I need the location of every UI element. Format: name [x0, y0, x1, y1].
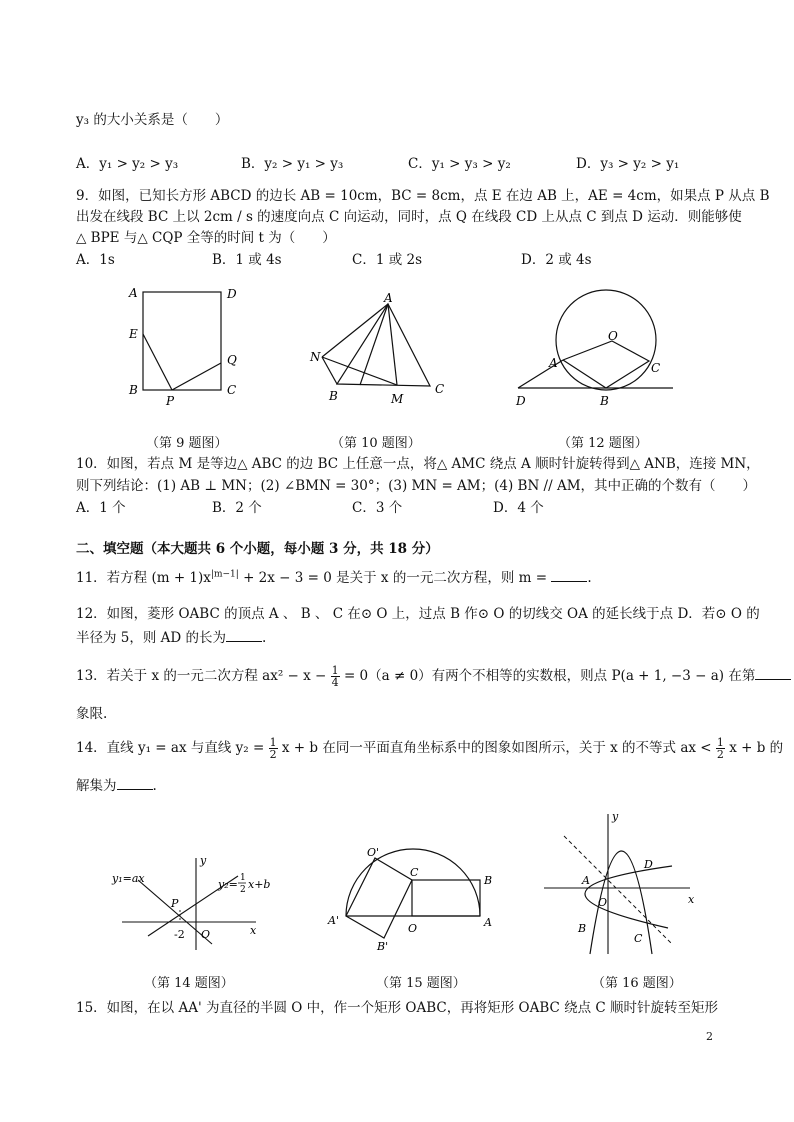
label-b: B [578, 922, 587, 935]
label-o: O [201, 928, 211, 941]
caption-fig9: （第 9 题图） [146, 436, 228, 451]
q13-mid: = 0（a ≠ 0）有两个不相等的实数根，则点 P(a + 1, −3 − a) 在第 [343, 668, 756, 684]
q12-line1: 12．如图，菱形 OABC 的顶点 A 、 B 、 C 在⊙ O 上，过点 B 作⊙ O 的切线交 OA 的延长线于点 D．若⊙ O 的 [76, 606, 760, 622]
label-d: D [644, 858, 653, 871]
q14-line2 [76, 774, 157, 794]
q13-fraction [331, 665, 340, 688]
label-o: O [598, 896, 608, 909]
label-y1: y₁=ax [112, 872, 145, 885]
label-b: B [600, 394, 609, 408]
segment-pq [172, 363, 221, 390]
label-p: P [171, 897, 179, 910]
figure-16 [540, 808, 700, 958]
q11-pre: 11．若方程 (m + 1)x [76, 570, 211, 586]
rect-rotated [346, 858, 412, 938]
label-p: P [166, 394, 175, 408]
q14-frac2-den: 2 [716, 748, 724, 761]
segment-nm [322, 357, 397, 385]
segment-nb [322, 357, 337, 384]
q8-tail: y₃ 的大小关系是（ ） [76, 112, 229, 128]
label-a: A [384, 291, 393, 305]
segment-ep [143, 334, 172, 390]
q9-line2: 出发在线段 BC 上以 2cm / s 的速度向点 C 向运动，同时，点 Q 在线段 CD 上从点 C 到点 D 运动．则能够使 [76, 209, 742, 225]
q14-pre: 14．直线 y₁ = ax 与直线 y₂ = [76, 740, 265, 756]
label-b: B [329, 389, 338, 403]
figure-10 [302, 290, 462, 410]
q14-end: x + b 的 [729, 740, 784, 756]
label-y2-tail: x+b [248, 878, 271, 891]
label-c: C [227, 383, 237, 397]
label-y: y [612, 810, 619, 823]
label-b1: B' [377, 940, 389, 953]
q8-option-d: D．y₃ > y₂ > y₁ [576, 156, 680, 172]
label-n: N [310, 350, 321, 364]
label-q: Q [227, 353, 237, 367]
q12-line2-pre: 半径为 5，则 AD 的长为 [76, 630, 227, 646]
q13-frac-num: 1 [331, 664, 339, 677]
section-2-heading: 二、填空题（本大题共 6 个小题，每小题 3 分，共 18 分） [76, 541, 439, 557]
q8-option-a: A．y₁ > y₂ > y₃ [76, 156, 179, 172]
segment-inner [360, 304, 388, 385]
q11 [76, 566, 592, 586]
q15-line1: 15．如图，在以 AA' 为直径的半圆 O 中，作一个矩形 OABC，再将矩形 OABC 绕点 C 顺时针旋转至矩形 [76, 1000, 719, 1016]
q12-line2-post: . [262, 630, 267, 646]
caption-fig16: （第 16 题图） [592, 976, 682, 991]
label-a: A [582, 874, 590, 887]
label-c: C [410, 866, 419, 879]
q10-line2: 则下列结论：(1) AB ⊥ MN；(2) ∠BMN = 30°；(3) MN = AM；(4) BN // AM，其中正确的个数有（ ） [76, 478, 757, 494]
rect-oabc [412, 880, 480, 916]
label-c: C [634, 932, 643, 945]
q11-post: + 2x − 3 = 0 是关于 x 的一元二次方程，则 m = [238, 570, 548, 586]
label-o: O [408, 922, 418, 935]
label-o1: O' [367, 846, 380, 859]
label-y2-den: 2 [240, 885, 246, 895]
label-x: x [688, 893, 695, 906]
q12-line2 [76, 626, 266, 646]
figure-15 [322, 840, 502, 955]
q10-option-d: D．4 个 [493, 500, 544, 516]
q13-line2: 象限. [76, 706, 108, 722]
q14-answer-blank[interactable] [117, 777, 153, 790]
q13-answer-blank[interactable] [755, 667, 791, 680]
q9-line3: △ BPE 与△ CQP 全等的时间 t 为（ ） [76, 230, 336, 246]
q13-frac-den: 4 [331, 676, 339, 689]
q14-mid: x + b 在同一平面直角坐标系中的图象如图所示，关于 x 的不等式 ax < [281, 740, 712, 756]
q10-option-b: B．2 个 [212, 500, 262, 516]
page-number: 2 [706, 1030, 713, 1043]
q12-answer-blank[interactable] [226, 629, 262, 642]
label-c: C [435, 382, 445, 396]
q11-end: . [587, 570, 592, 586]
q14-line2-pre: 解集为 [76, 778, 117, 794]
label-o: O [608, 329, 618, 343]
label-y: y [200, 854, 207, 867]
q9-option-a: A．1s [76, 252, 115, 268]
label-c: C [651, 361, 661, 375]
q9-line1: 9．如图，已知长方形 ABCD 的边长 AB = 10cm，BC = 8cm，点 E 在边 AB 上，AE = 4cm，如果点 P 从点 B [76, 188, 770, 204]
label-a: A [129, 286, 138, 300]
q10-option-c: C．3 个 [352, 500, 403, 516]
label-a1: A' [328, 914, 339, 927]
label-b: B [129, 383, 138, 397]
q14-frac2-num: 1 [716, 736, 724, 749]
caption-fig15: （第 15 题图） [376, 976, 466, 991]
q9-option-d: D．2 或 4s [521, 252, 592, 268]
q11-exponent: |m−1| [210, 569, 239, 580]
label-d: D [227, 287, 237, 301]
rhombus-oabc [563, 341, 649, 388]
semicircle-o [346, 849, 480, 916]
rect-abcd [143, 292, 221, 390]
q14-frac1-num: 1 [269, 736, 277, 749]
q10-line1: 10．如图，若点 M 是等边△ ABC 的边 BC 上任意一点，将△ AMC 绕点 A 顺时针旋转得到△ ANB，连接 MN， [76, 456, 760, 472]
q9-option-b: B．1 或 4s [212, 252, 282, 268]
segment-am [388, 304, 397, 385]
q8-option-c: C．y₁ > y₃ > y₂ [408, 156, 511, 172]
label-m: M [391, 392, 404, 406]
q13-pre: 13．若关于 x 的一元二次方程 ax² − x − [76, 668, 327, 684]
label-e: E [129, 327, 138, 341]
segment-an [322, 304, 388, 357]
q14-frac1-den: 2 [269, 748, 277, 761]
q14-line2-post: . [152, 778, 157, 794]
caption-fig10: （第 10 题图） [331, 436, 421, 451]
q13-line1 [76, 664, 791, 688]
q10-option-a: A．1 个 [76, 500, 126, 516]
label-x: x [250, 924, 257, 937]
label-d: D [516, 394, 526, 408]
q14-fraction-1 [269, 737, 278, 760]
q8-option-b: B．y₂ > y₁ > y₃ [241, 156, 344, 172]
label-a: A [484, 916, 492, 929]
circle-o [556, 290, 656, 390]
q14-line1 [76, 736, 783, 760]
figure-12 [508, 288, 678, 413]
caption-fig12: （第 12 题图） [558, 436, 648, 451]
caption-fig14: （第 14 题图） [144, 976, 234, 991]
label-y2-num: 1 [240, 873, 246, 883]
label-neg2: -2 [174, 928, 185, 941]
label-b: B [484, 874, 493, 887]
figure-14 [108, 852, 271, 952]
q9-option-c: C．1 或 2s [352, 252, 423, 268]
figure-9 [118, 280, 248, 410]
q14-fraction-2 [716, 737, 725, 760]
label-y2: y₂= [218, 878, 238, 891]
label-a: A [549, 356, 558, 370]
q11-answer-blank[interactable] [551, 569, 587, 582]
